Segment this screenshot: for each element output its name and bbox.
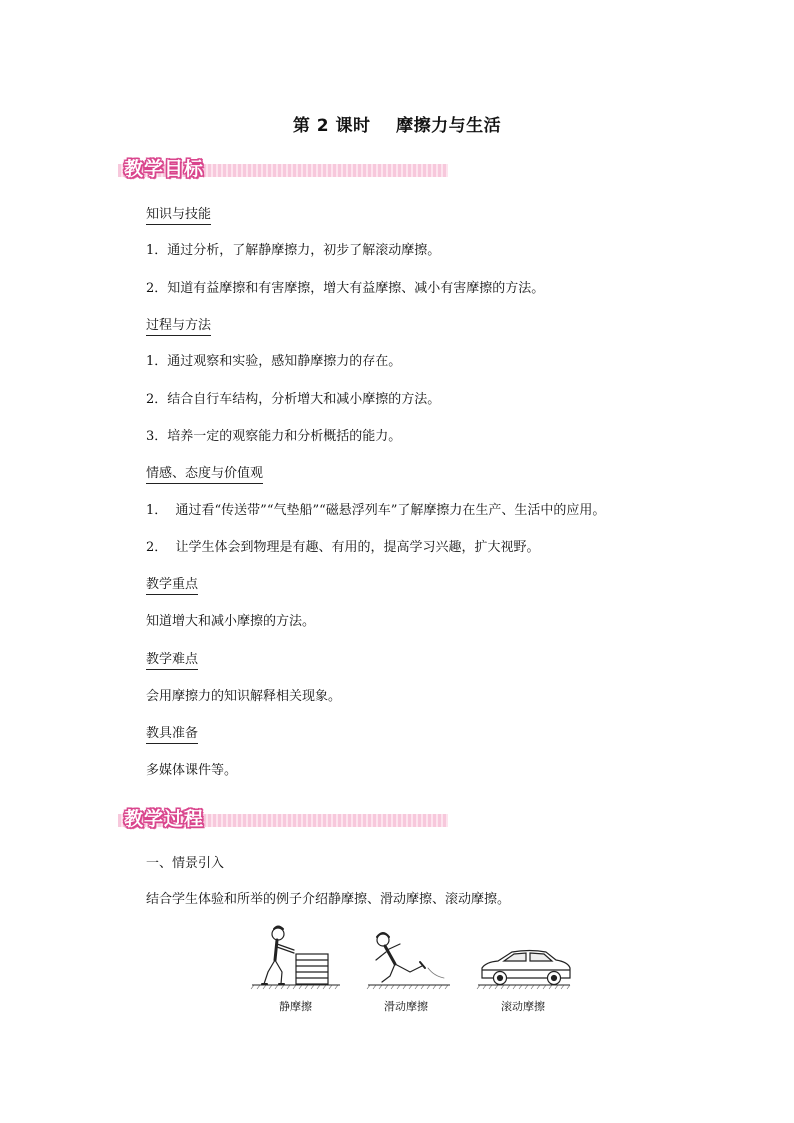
key-point-text: 知道增大和减小摩擦的方法。	[146, 614, 316, 629]
intro-text: 结合学生体验和所举的例子介绍静摩擦、滑动摩擦、滚动摩擦。	[146, 892, 511, 907]
intro-heading: 一、情景引入	[146, 856, 225, 871]
section-banner-process	[118, 804, 448, 830]
subheading-knowledge: 知识与技能	[146, 207, 211, 225]
difficulty-text: 会用摩擦力的知识解释相关现象。	[146, 689, 342, 704]
figure-caption-static: 静摩擦	[279, 1000, 312, 1013]
person-sliding	[376, 933, 444, 982]
attitude-item: 2． 让学生体会到物理是有趣、有用的，提高学习兴趣，扩大视野。	[146, 540, 540, 555]
banner-label: 教学目标	[124, 158, 205, 180]
person-pushing-box	[262, 927, 328, 985]
subheading-difficulty: 教学难点	[146, 652, 198, 670]
page-title: 第 2 课时 摩擦力与生活	[292, 116, 502, 136]
materials-text: 多媒体课件等。	[146, 763, 238, 778]
knowledge-item: 1．通过分析，了解静摩擦力，初步了解滚动摩擦。	[146, 243, 441, 258]
process-method-item: 3．培养一定的观察能力和分析概括的能力。	[146, 429, 402, 444]
figure-caption-rolling: 滚动摩擦	[501, 1000, 545, 1013]
ground-hatching	[251, 985, 570, 989]
subheading-key-point: 教学重点	[146, 577, 198, 595]
car	[482, 951, 570, 985]
section-banner-objectives	[118, 154, 448, 180]
subheading-materials: 教具准备	[146, 726, 198, 744]
banner-label: 教学过程	[124, 808, 205, 830]
knowledge-item: 2．知道有益摩擦和有害摩擦，增大有益摩擦、减小有害摩擦的方法。	[146, 281, 545, 296]
attitude-item: 1． 通过看“传送带”“气垫船”“磁悬浮列车”了解摩擦力在生产、生活中的应用。	[146, 503, 606, 518]
process-method-item: 1．通过观察和实验，感知静摩擦力的存在。	[146, 354, 402, 369]
subheading-attitude: 情感、态度与价值观	[146, 466, 263, 484]
process-method-item: 2．结合自行车结构，分析增大和减小摩擦的方法。	[146, 392, 441, 407]
subheading-process-method: 过程与方法	[146, 318, 211, 336]
figure-caption-sliding: 滑动摩擦	[384, 1000, 428, 1013]
